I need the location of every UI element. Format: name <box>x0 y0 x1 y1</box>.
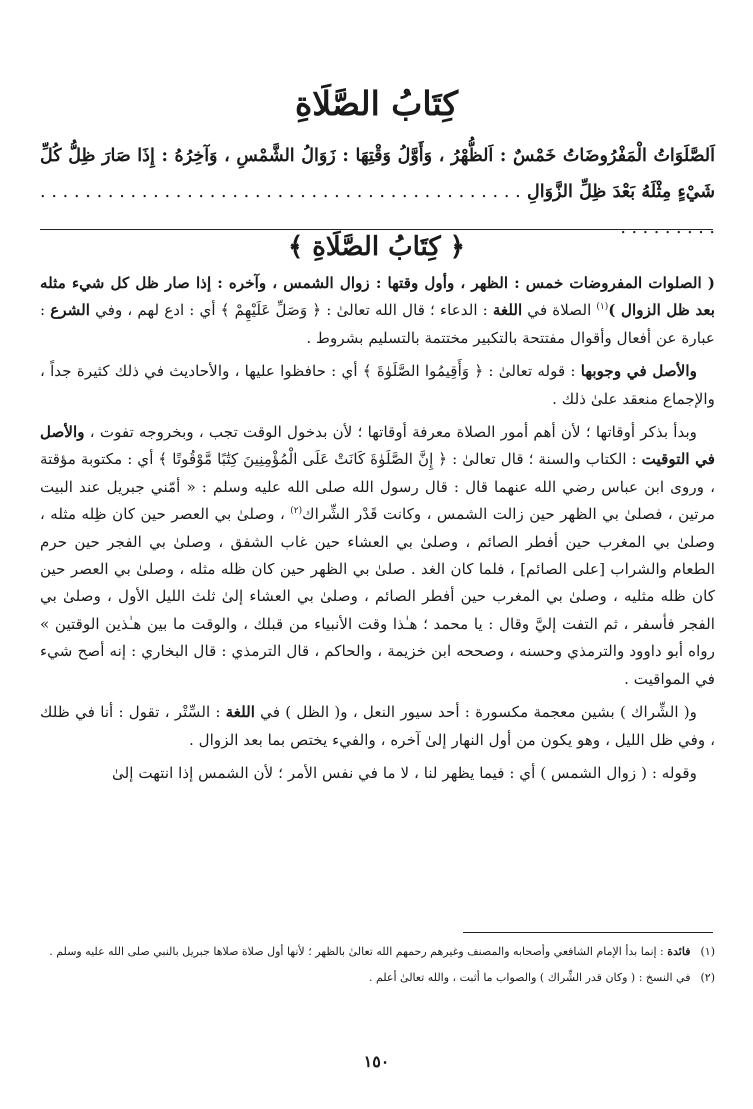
paragraph-4 <box>40 699 715 754</box>
matn-lead: اَلصَّلَوَاتُ الْمَفْرُوضَاتُ خَمْسٌ <box>513 146 715 166</box>
commentary-body <box>40 270 715 793</box>
p1-text-a: الصلاة في <box>522 301 597 320</box>
p1-text-c: : الدعاء ؛ قال الله تعالىٰ : ﴿ وَصَلِّ عَلَيْهِمْ ﴾ أي : ادع لهم ، وفي <box>90 301 493 320</box>
paragraph-3 <box>40 419 715 693</box>
p3-text-a: وبدأ بذكر أوقاتها ؛ لأن أهم أمور الصلاة معرفة أوقاتها ؛ لأن بدخول الوقت تجب ، وبخروجه تفوت ، <box>84 423 697 442</box>
p2-text: : قوله تعالىٰ : ﴿ وَأَقِيمُوا الصَّلَوٰةَ ﴾ أي : حافظوا عليها ، والأحاديث في ذلك كثيرة جداً ، والإجماع منعقد علىٰ ذلك . <box>40 362 715 408</box>
footnote-1-label: فائدة <box>667 945 691 958</box>
footnote-ref-2: (٢) <box>290 506 303 517</box>
footnote-2-number: (٢) <box>700 971 715 984</box>
p1-term-shar: الشرع <box>50 301 91 320</box>
matn-body: : اَلظُّهْرُ ، وَأَوَّلُ وَقْتِهَا : زَوَالُ الشَّمْسِ ، وَآخِرُهُ : إِذَا صَارَ ظِلُّ كُلِّ شَيْءٍ مِثْلَهُ بَعْدَ ظِلِّ الزَّوَالِ <box>40 146 715 202</box>
book-title-calligraphy: كِتَابُ الصَّلَاةِ <box>294 84 459 123</box>
matn-divider <box>40 229 713 230</box>
footnote-divider <box>463 932 713 933</box>
footnote-2 <box>40 968 715 988</box>
p3-text-d: ، وصلىٰ بي العصر حين كان ظِله مثله ، وصلىٰ بي المغرب حين أفطر الصائم ، وصلىٰ بي العشاء حين غاب الشفق ، وصلىٰ بي الفجر حين حرم الطعام والشراب [على الصائم] ، فلما كان الغد . صلىٰ بي الظهر حين كان ظله مثله ، وصلىٰ بي العصر حين كان ظله مثليه ، وصلىٰ بي المغرب حين أفطر الصائم ، وصلىٰ بي العشاء إلىٰ ثلث الليل الأول ، وصلىٰ بي الفجر فأسفر ، ثم التفت إليَّ وقال : يا محمد ؛ هـٰذا وقت الأنبياء من قبلك ، والوقت ما بين هـٰذين الوقتين » رواه أبو داوود والترمذي وحسنه ، وصححه ابن خزيمة ، والحاكم ، قال الترمذي : قال البخاري : إنه أصح شيء في المواقيت . <box>40 505 715 688</box>
footnote-1-text: : إنما بدأ الإمام الشافعي وأصحابه والمصنف وغيرهم رحمهم الله تعالىٰ بالظهر ؛ لأنها أول صلاة صلاها جبريل بالنبي صلى الله عليه وسلم . <box>49 945 668 958</box>
footnotes <box>40 942 715 994</box>
p1-text-e: : عبارة عن أفعال وأقوال مفتتحة بالتكبير مختتمة بالتسليم بشروط . <box>40 301 715 347</box>
p4-term-lugha: اللغة <box>225 703 255 722</box>
p4-text-a: و( الشِّراك ) بشين معجمة مكسورة : أحد سيور النعل ، و( الظل ) في <box>255 703 697 722</box>
footnote-ref-1: (١) <box>596 302 609 313</box>
page-number: ١٥٠ <box>363 1052 390 1071</box>
footnote-1-body <box>49 942 690 962</box>
p1-term-lugha: اللغة <box>492 301 523 320</box>
p3-text-c: : الكتاب والسنة ؛ قال تعالىٰ : ﴿ إِنَّ الصَّلَوٰةَ كَانَتْ عَلَى الْمُؤْمِنِينَ كِتَٰبًا مَّوْقُوتًا ﴾ أي : مكتوبة مؤقتة ، وروى ابن عباس رضي الله عنهما قال : قال رسول الله صلى الله عليه وسلم : « أمّني جبريل عند البيت مرتين ، فصلىٰ بي الظهر حين زالت الشمس ، وكانت قَدْر الشِّراك <box>40 450 715 524</box>
paragraph-5 <box>40 760 715 787</box>
p3-heading: والأصل في التوقيت <box>40 423 715 469</box>
footnote-1 <box>40 942 715 962</box>
matn-dots: . . . . . . . . . . . . . . . . . . . . . . . . . . . . . . . . . . . . . . . . . . . . . . . . . . . . <box>40 182 715 238</box>
paragraph-2 <box>40 358 715 413</box>
paragraph-1 <box>40 270 715 352</box>
p1-quote: ( الصلوات المفروضات خمس : الظهر ، وأول وقتها : زوال الشمس ، وآخره : إذا صار ظل كل شيء مثله بعد ظل الزوال ) <box>40 274 715 320</box>
footnote-2-text: في النسخ : ( وكان قدر الشِّراك ) والصواب ما أثبت ، والله تعالىٰ أعلم . <box>368 971 691 984</box>
p2-heading: والأصل في وجوبها <box>580 362 697 381</box>
footnote-1-number: (١) <box>700 945 715 958</box>
section-title: ﴿ كِتَابُ الصَّلَاةِ ﴾ <box>287 232 466 262</box>
p5-text: وقوله : ( زوال الشمس ) أي : فيما يظهر لنا ، لا ما في نفس الأمر ؛ لأن الشمس إذا انتهت إلىٰ <box>112 763 697 782</box>
p4-text-c: : السِّتْر ، تقول : أنا في ظلك ، وفي ظل الليل ، وهو يكون من أول النهار إلىٰ آخره ، والفيء يختص بما بعد الزوال . <box>40 703 715 749</box>
